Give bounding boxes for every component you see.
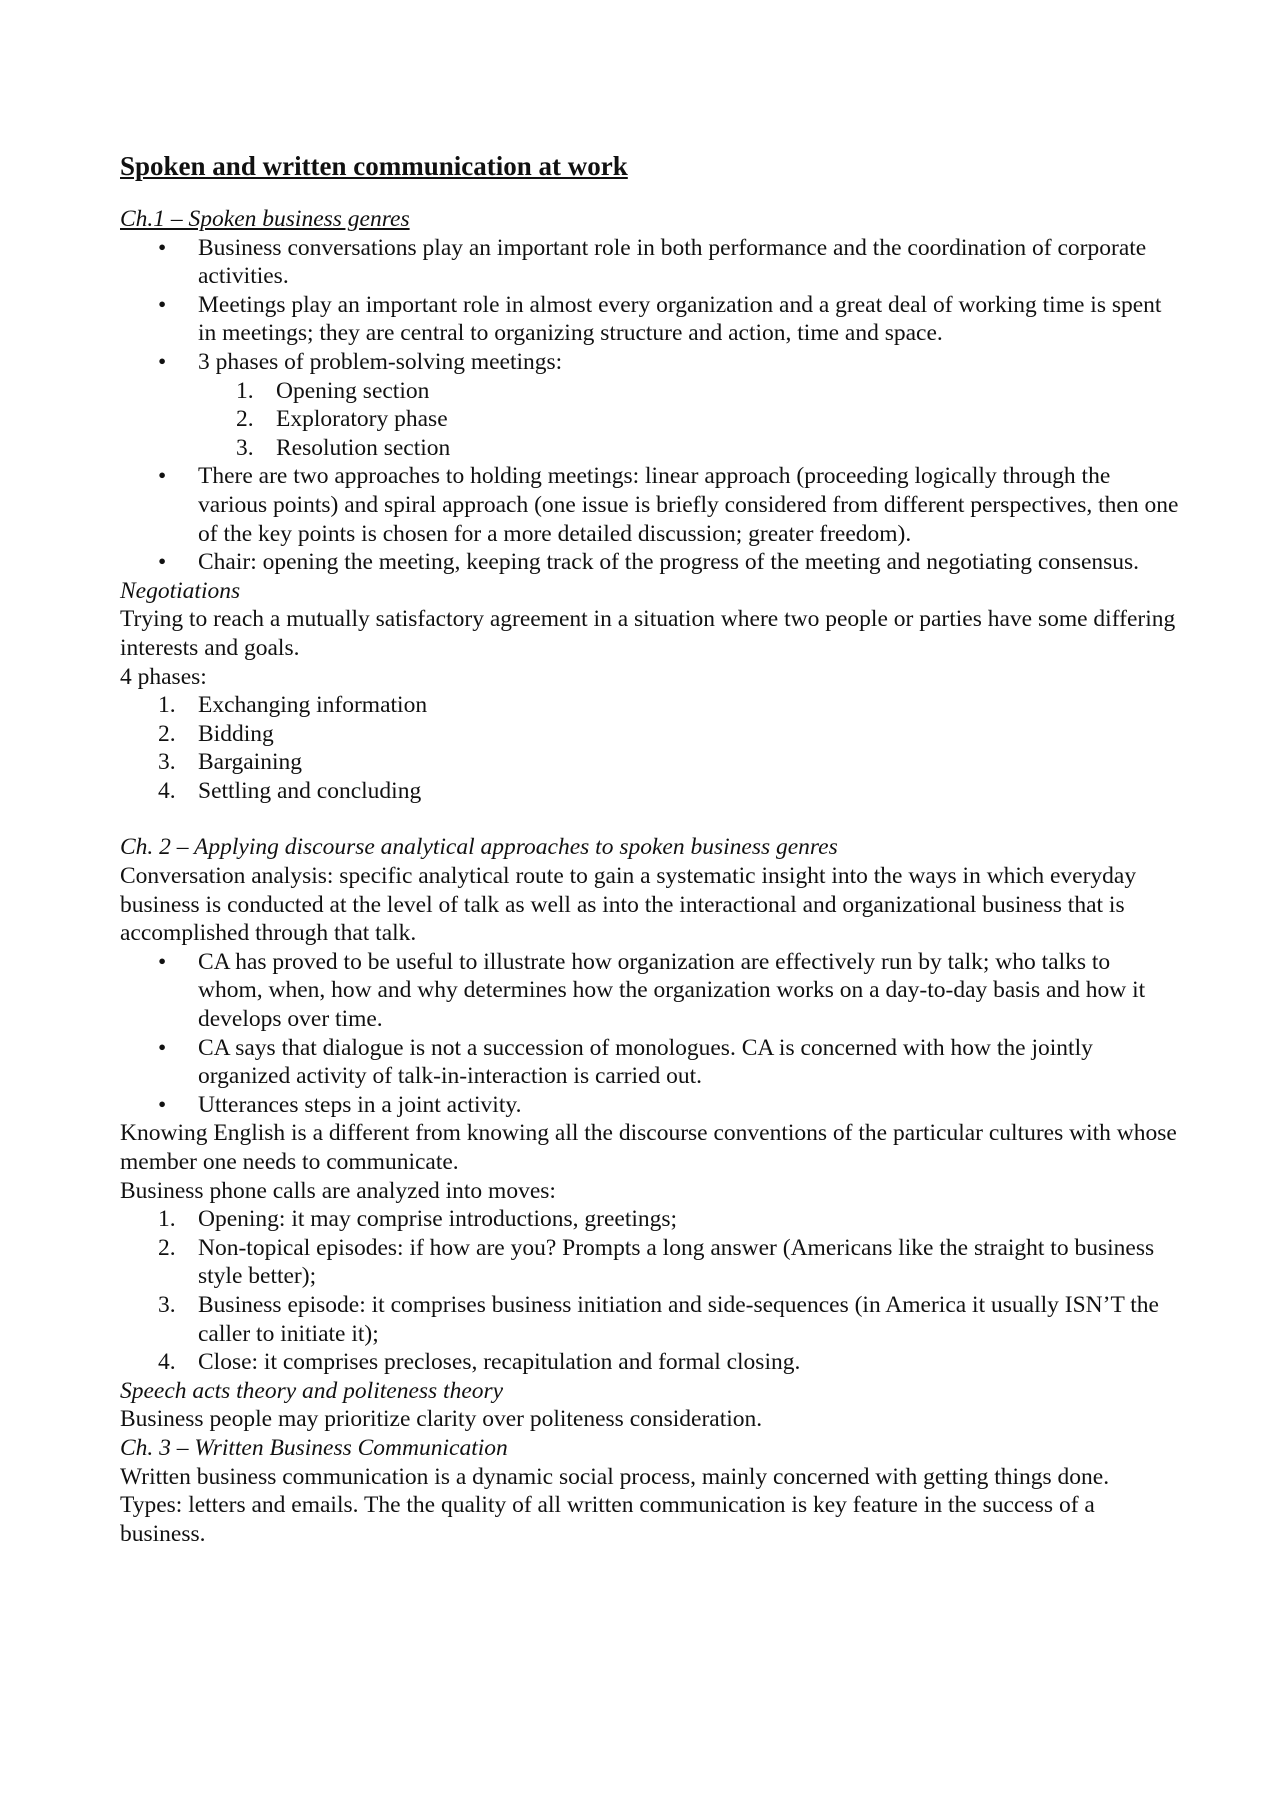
- list-item: 1. Exchanging information: [158, 692, 428, 719]
- list-item: 2. Exploratory phase: [236, 406, 448, 433]
- phone-calls-label: Business phone calls are analyzed into moves:: [120, 1177, 556, 1204]
- list-item: • Business conversations play an important role in both performance and the coordination of corporate activities.: [158, 234, 1147, 290]
- list-item: 1. Opening: it may comprise introductions, greetings;: [158, 1206, 678, 1233]
- speech-acts-text: Business people may prioritize clarity over politeness consideration.: [120, 1406, 763, 1433]
- ch3-text-1: Written business communication is a dynamic social process, mainly concerned with getting things done.: [120, 1463, 1110, 1490]
- list-item: 2. Non-topical episodes: if how are you? Prompts a long answer (Americans like the straight to business style better);: [158, 1234, 1155, 1290]
- list-item: • Chair: opening the meeting, keeping track of the progress of the meeting and negotiating consensus.: [158, 549, 1140, 576]
- ch1-heading: Ch.1 – Spoken business genres: [120, 206, 410, 232]
- negotiation-phases-list: [120, 691, 1180, 805]
- negotiations-text: Trying to reach a mutually satisfactory agreement in a situation where two people or parties have some differing interests and goals.: [120, 606, 1176, 661]
- list-item: • CA has proved to be useful to illustrate how organization are effectively run by talk; who talks to whom, when, how and why determines how the organization works on a day-to-day basis and how it develops over time.: [158, 948, 1146, 1033]
- list-item: 3. Resolution section: [236, 434, 451, 461]
- bullet-icon: •: [158, 1091, 167, 1118]
- bullet-icon: •: [158, 348, 167, 375]
- document-title: Spoken and written communication at work: [120, 151, 628, 181]
- ch1-bullet-list: [120, 234, 1180, 577]
- bullet-icon: •: [158, 549, 167, 576]
- list-item: • 3 phases of problem-solving meetings: 1. Opening section 2. Exploratory phase 3. Resolution section: [120, 348, 1180, 462]
- bullet-icon: •: [158, 291, 167, 318]
- list-item: 1. Opening section: [236, 377, 430, 404]
- phases-label: 4 phases:: [120, 663, 207, 690]
- meeting-phases-list: [120, 377, 1180, 463]
- phone-moves-list: [120, 1205, 1180, 1377]
- list-item: 4. Close: it comprises precloses, recapitulation and formal closing.: [158, 1349, 801, 1376]
- ch3-text-2: Types: letters and emails. The the quality of all written communication is key feature in the success of a business.: [120, 1492, 1095, 1547]
- ch3-heading: Ch. 3 – Written Business Communication: [120, 1434, 508, 1461]
- list-item: • Meetings play an important role in almost every organization and a great deal of working time is spent in meetings; they are central to organizing structure and action, time and space.: [158, 291, 1162, 347]
- list-item: 2. Bidding: [158, 720, 274, 747]
- list-item: • There are two approaches to holding meetings: linear approach (proceeding logically through the various points) and spiral approach (one issue is briefly considered from different perspectives, then one of the key points is chosen for a more detailed discussion; greater freedom).: [158, 463, 1179, 547]
- list-item: • Utterances steps in a joint activity.: [158, 1091, 522, 1118]
- ch2-intro: Conversation analysis: specific analytical route to gain a systematic insight into the ways in which everyday business is conducted at the level of talk as well as into the interactional and organizational business that is accomplished through that talk.: [120, 863, 1137, 947]
- document-page: [120, 150, 1180, 1548]
- ch2-bullet-list: [120, 948, 1180, 1120]
- list-item: 3. Business episode: it comprises business initiation and side-sequences (in America it usually ISN’T the caller to initiate it);: [158, 1291, 1159, 1347]
- list-item: 4. Settling and concluding: [158, 777, 422, 804]
- bullet-icon: •: [158, 948, 167, 975]
- list-item: • CA says that dialogue is not a succession of monologues. CA is concerned with how the jointly organized activity of talk-in-interaction is carried out.: [158, 1034, 1093, 1090]
- bullet-icon: •: [158, 1034, 167, 1061]
- ch2-heading: Ch. 2 – Applying discourse analytical approaches to spoken business genres: [120, 834, 838, 861]
- list-item: 3. Bargaining: [158, 749, 302, 776]
- knowing-english-text: Knowing English is a different from knowing all the discourse conventions of the particular cultures with whose member one needs to communicate.: [120, 1120, 1177, 1175]
- speech-acts-heading: Speech acts theory and politeness theory: [120, 1377, 504, 1404]
- bullet-icon: •: [158, 234, 167, 261]
- bullet-icon: •: [158, 463, 167, 490]
- negotiations-heading: Negotiations: [120, 577, 241, 604]
